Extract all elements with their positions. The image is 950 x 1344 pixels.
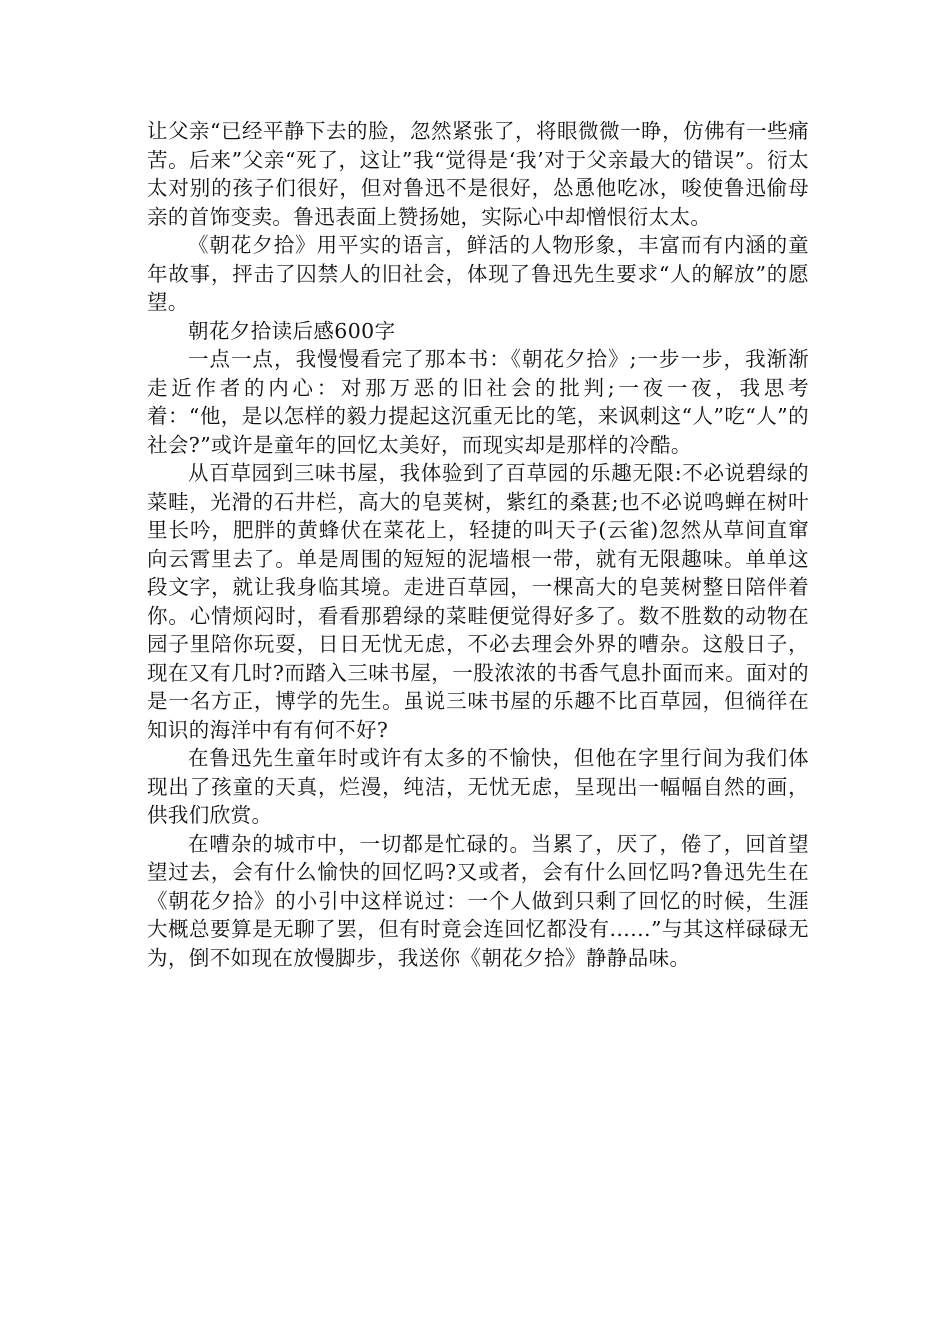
paragraph-2: 《朝花夕拾》用平实的语言，鲜活的人物形象，丰富而有内涵的童年故事，抨击了囚禁人的旧社会，体现了鲁迅先生要求“人的解放”的愿望。 <box>147 233 809 314</box>
section-title: 朝花夕拾读后感600字 <box>188 318 396 343</box>
paragraph-1: 让父亲“已经平静下去的脸，忽然紧张了，将眼微微一睁，仿佛有一些痛苦。后来”父亲“死了，这让”我“觉得是‘我’对于父亲最大的错误”。衍太太对别的孩子们很好，但对鲁迅不是很好，怂恿他吃冰，唆使鲁迅偷母亲的首饰变卖。鲁迅表面上赞扬她，实际心中却憎恨衍太太。 <box>147 119 809 229</box>
section-paragraph-1: 一点一点，我慢慢看完了那本书：《朝花夕拾》;一步一步，我渐渐走近作者的内心：对那万恶的旧社会的批判;一夜一夜，我思考着：“他，是以怎样的毅力提起这沉重无比的笔，来讽刺这“人”吃“人”的社会?”或许是童年的回忆太美好，而现实却是那样的冷酷。 <box>147 347 809 457</box>
document-body <box>147 117 809 972</box>
section-paragraph-4: 在嘈杂的城市中，一切都是忙碌的。当累了，厌了，倦了，回首望望过去，会有什么愉快的回忆吗?又或者，会有什么回忆吗?鲁迅先生在《朝花夕拾》的小引中这样说过：一个人做到只剩了回忆的时候，生涯大概总要算是无聊了罢，但有时竟会连回忆都没有......”与其这样碌碌无为，倒不如现在放慢脚步，我送你《朝花夕拾》静静品味。 <box>147 831 809 970</box>
section-paragraph-3: 在鲁迅先生童年时或许有太多的不愉快，但他在字里行间为我们体现出了孩童的天真，烂漫，纯洁，无忧无虑，呈现出一幅幅自然的画，供我们欣赏。 <box>147 746 809 827</box>
section-paragraph-2: 从百草园到三味书屋，我体验到了百草园的乐趣无限:不必说碧绿的菜畦，光滑的石井栏，高大的皂荚树，紫红的桑葚;也不必说鸣蝉在树叶里长吟，肥胖的黄蜂伏在菜花上，轻捷的叫天子(云雀)忽然从草间直窜向云霄里去了。单是周围的短短的泥墙根一带，就有无限趣味。单单这段文字，就让我身临其境。走进百草园，一棵高大的皂荚树整日陪伴着你。心情烦闷时，看看那碧绿的菜畦便觉得好多了。数不胜数的动物在园子里陪你玩耍，日日无忧无虑，不必去理会外界的嘈杂。这般日子，现在又有几时?而踏入三味书屋，一股浓浓的书香气息扑面而来。面对的是一名方正，博学的先生。虽说三味书屋的乐趣不比百草园，但徜徉在知识的海洋中有有何不好? <box>147 461 809 742</box>
